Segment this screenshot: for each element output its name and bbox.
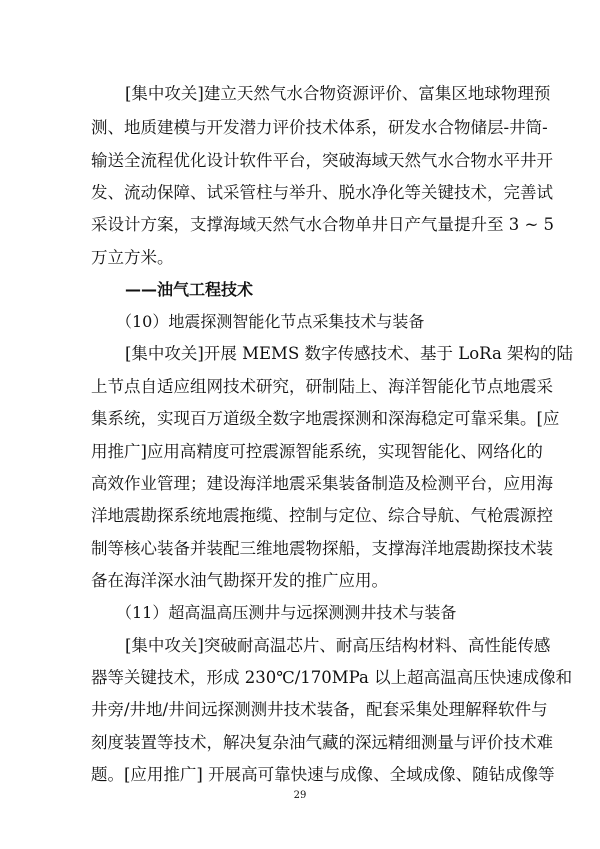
paragraph-line: 测、地质建模与开发潜力评价技术体系，研发水合物储层-井筒- xyxy=(91,118,548,137)
section-heading: ——油气工程技术 xyxy=(125,280,254,299)
paragraph-line: 刻度装置等技术，解决复杂油气藏的深远精细测量与评价技术难 xyxy=(91,733,553,752)
subsection-heading: （11）超高温高压测井与远探测测井技术与装备 xyxy=(116,603,457,622)
paragraph-line: 题。[应用推广] 开展高可靠快速与成像、全域成像、随钻成像等 xyxy=(91,765,555,784)
paragraph-line: 发、流动保障、试采管柱与举升、脱水净化等关键技术，完善试 xyxy=(91,183,553,202)
paragraph-line: 井旁/井地/井间远探测测井技术装备，配套采集处理解释软件与 xyxy=(91,700,548,719)
paragraph-line: 器等关键技术，形成 230℃/170MPa 以上超高温高压快速成像和 xyxy=(91,668,573,687)
paragraph-line: 洋地震勘探系统地震拖缆、控制与定位、综合导航、气枪震源控 xyxy=(91,506,553,525)
paragraph-line: 高效作业管理；建设海洋地震采集装备制造及检测平台，应用海 xyxy=(91,474,553,493)
paragraph-line: 备在海洋深水油气勘探开发的推广应用。 xyxy=(91,571,388,590)
paragraph-line: 输送全流程优化设计软件平台，突破海域天然气水合物水平井开 xyxy=(91,151,553,170)
paragraph-line: [集中攻关]开展 MEMS 数字传感技术、基于 LoRa 架构的陆 xyxy=(125,344,574,363)
paragraph-line: 万立方米。 xyxy=(91,248,174,267)
paragraph-line: [集中攻关]突破耐高温芯片、耐高压结构材料、高性能传感 xyxy=(125,636,551,655)
paragraph-line: 制等核心装备并装配三维地震物探船，支撑海洋地震勘探技术装 xyxy=(91,539,553,558)
paragraph-line: 集系统，实现百万道级全数字地震探测和深海稳定可靠采集。[应 xyxy=(91,409,560,428)
paragraph-line: 用推广]应用高精度可控震源智能系统，实现智能化、网络化的 xyxy=(91,442,543,461)
subsection-heading: （10）地震探测智能化节点采集技术与装备 xyxy=(116,312,425,331)
paragraph-line: 上节点自适应组网技术研究，研制陆上、海洋智能化节点地震采 xyxy=(91,377,553,396)
page-number: 29 xyxy=(293,790,307,801)
paragraph-line: [集中攻关]建立天然气水合物资源评价、富集区地球物理预 xyxy=(125,84,551,103)
paragraph-line: 采设计方案，支撑海域天然气水合物单井日产气量提升至 3 ~ 5 xyxy=(91,215,555,234)
